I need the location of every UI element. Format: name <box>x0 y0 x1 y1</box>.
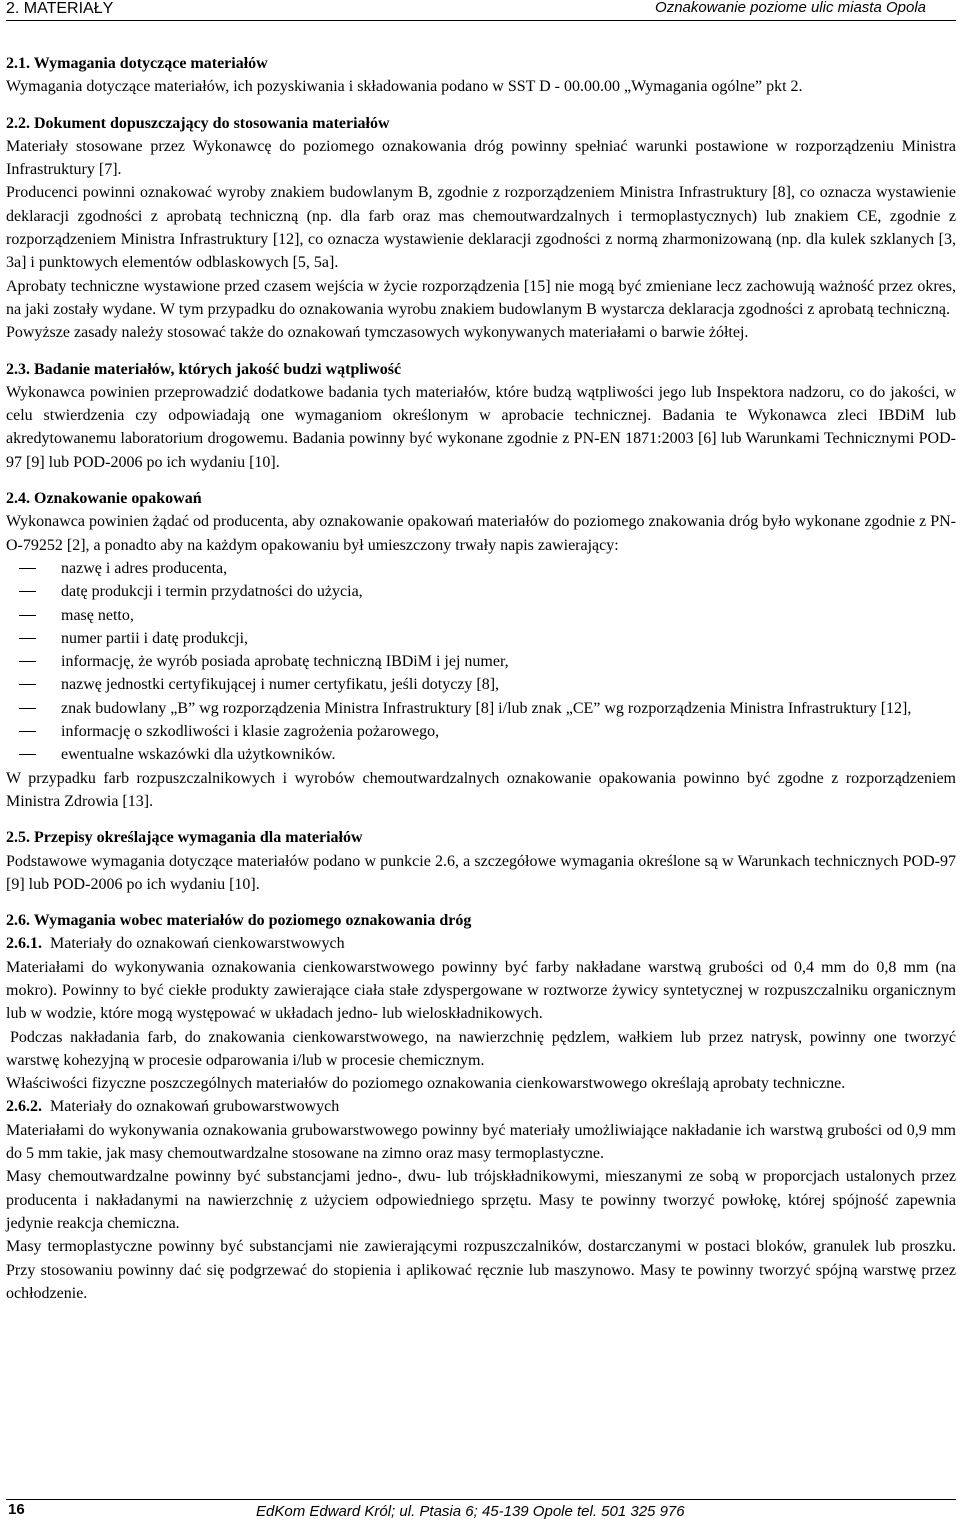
paragraph-2-6-2-a: Materiałami do wykonywania oznakowania grubowarstwowego powinny być materiały umożliwiające nakładanie ich warstwą grubości od 0,9 mm do 5 mm takie, jak masy chemoutwardzalne stosowane na zimno oraz masy termoplastyczne. <box>6 1121 956 1163</box>
subheading-number: 2.6.1. <box>6 935 42 953</box>
paragraph-2-2-d: Powyższe zasady należy stosować także do oznakowań tymczasowych wykonywanych materiałami o barwie żółtej. <box>6 324 749 342</box>
heading-2-4: 2.4. Oznakowanie opakowań <box>6 490 202 508</box>
list-item: informację, że wyrób posiada aprobatę techniczną IBDiM i jej numer, <box>61 650 956 673</box>
footer-divider <box>6 1499 956 1500</box>
list-item: masę netto, <box>61 604 956 627</box>
label-items-list <box>6 557 956 767</box>
heading-2-5: 2.5. Przepisy określające wymagania dla materiałów <box>6 829 363 847</box>
subheading-title: Materiały do oznakowań cienkowarstwowych <box>50 935 345 953</box>
heading-2-3: 2.3. Badanie materiałów, których jakość budzi wątpliwość <box>6 360 402 378</box>
paragraph-2-4-outro: W przypadku farb rozpuszczalnikowych i wyrobów chemoutwardzalnych oznakowanie opakowania powinno być zgodne z rozporządzeniem Ministra Zdrowia [13]. <box>6 769 956 810</box>
subheading-number: 2.6.2. <box>6 1098 42 1116</box>
subheading-2-6-2 <box>6 1095 956 1118</box>
list-item: nazwę jednostki certyfikującej i numer certyfikatu, jeśli dotyczy [8], <box>61 673 956 696</box>
paragraph-2-6-2-c: Masy termoplastyczne powinny być substancjami nie zawierającymi rozpuszczalników, dostarczanymi w postaci bloków, granulek lub proszku. Przy stosowaniu powinny dać się podgrzewać do stopienia i aplikować ręcznie lub maszynowo. Masy te powinny tworzyć spójną warstwę przez ochłodzenie. <box>6 1238 956 1302</box>
paragraph-2-6-2-b: Masy chemoutwardzalne powinny być substancjami jedno-, dwu- lub trójskładnikowymi, mieszanymi ze sobą w proporcjach ustalonych przez producenta i nakładanymi na nawierzchnię z użyciem odpowiedniego sprzętu. Masy te powinny tworzyć powłokę, której spójność zapewnia jedynie reakcja chemiczna. <box>6 1168 956 1232</box>
paragraph-2-6-1-b: Podczas nakładania farb, do znakowania cienkowarstwowego, na nawierzchnię pędzlem, wałkiem lub przez natrysk, powinny one tworzyć warstwę kohezyjną w procesie odparowania i/lub w procesie chemicznym. <box>6 1028 956 1069</box>
paragraph-2-2-b: Producenci powinni oznakować wyroby znakiem budowlanym B, zgodnie z rozporządzeniem Ministra Infrastruktury [8], co oznacza wystawienie deklaracji zgodności z aprobatą techniczną (np. dla farb oraz mas chemoutwardzalnych i termoplastycznych) lub znakiem CE, zgodnie z rozporządzeniem Ministra Infrastruktury [12], co oznacza wystawienie deklaracji zgodności z normą zharmonizowaną (np. dla kulek szklanych [3, 3a] i punktowych elementów odblaskowych [5, 5a]. <box>6 184 956 272</box>
list-item: informację o szkodliwości i klasie zagrożenia pożarowego, <box>61 720 956 743</box>
heading-2-6: 2.6. Wymagania wobec materiałów do poziomego oznakowania dróg <box>6 912 472 930</box>
heading-2-1: 2.1. Wymagania dotyczące materiałów <box>6 55 268 72</box>
document-body <box>6 52 956 1305</box>
list-item: znak budowlany „B” wg rozporządzenia Ministra Infrastruktury [8] i/lub znak „CE” wg rozporządzenia Ministra Infrastruktury [12], <box>61 697 956 720</box>
list-item: ewentualne wskazówki dla użytkowników. <box>61 743 956 766</box>
paragraph-2-1: Wymagania dotyczące materiałów, ich pozyskiwania i składowania podano w SST D - 00.00.00 „Wymagania ogólne” pkt 2. <box>6 78 803 96</box>
subheading-title: Materiały do oznakowań grubowarstwowych <box>50 1098 340 1116</box>
heading-2-2: 2.2. Dokument dopuszczający do stosowania materiałów <box>6 114 390 132</box>
paragraph-2-6-1-a: Materiałami do wykonywania oznakowania cienkowarstwowego powinny być farby nakładane warstwą grubości od 0,4 mm do 0,8 mm (na mokro). Powinny to być ciekłe produkty zawierające ciała stałe zdyspergowane w roztworze żywicy syntetycznej w rozpuszczalniku organicznym lub w wodzie, które mogą występować w układach jedno- lub wieloskładnikowych. <box>6 958 956 1023</box>
list-item: numer partii i datę produkcji, <box>61 627 956 650</box>
header-section: 2. MATERIAŁY <box>6 0 114 17</box>
paragraph-2-3: Wykonawca powinien przeprowadzić dodatkowe badania tych materiałów, które budzą wątpliwości jego lub Inspektora nadzoru, co do jakości, w celu stwierdzenia czy odpowiadają one wymaganiom określonym w aprobacie technicznej. Badania te Wykonawca zleci IBDiM lub akredytowanemu laboratorium drogowemu. Badania powinny być wykonane zgodnie z PN-EN 1871:2003 [6] lub Warunkami Technicznymi POD-97 [9] lub POD-2006 po ich wydaniu [10]. <box>6 383 956 471</box>
list-item: nazwę i adres producenta, <box>61 557 956 580</box>
header-title: Oznakowanie poziome ulic miasta Opola <box>655 0 926 16</box>
page-header <box>6 0 956 21</box>
paragraph-2-4-intro: Wykonawca powinien żądać od producenta, aby oznakowanie opakowań materiałów do poziomego znakowania dróg było wykonane zgodnie z PN-O-79252 [2], a ponadto aby na każdym opakowaniu był umieszczony trwały napis zawierający: <box>6 513 956 554</box>
list-item: datę produkcji i termin przydatności do użycia, <box>61 580 956 603</box>
subheading-2-6-1 <box>6 932 956 955</box>
paragraph-2-2-a: Materiały stosowane przez Wykonawcę do poziomego oznakowania dróg powinny spełniać warunki postawione w rozporządzeniu Ministra Infrastruktury [7]. <box>6 137 956 179</box>
paragraph-2-6-1-c: Właściwości fizyczne poszczególnych materiałów do poziomego oznakowania cienkowarstwowego określają aprobaty techniczne. <box>6 1075 846 1093</box>
paragraph-2-2-c: Aprobaty techniczne wystawione przed czasem wejścia w życie rozporządzenia [15] nie mogą być zmieniane lecz zachowują ważność przez okres, na jaki zostały wydane. W tym przypadku do oznakowania wyrobu znakiem budowlanym B wystarcza deklaracja zgodności z aprobatą techniczną. <box>6 277 956 318</box>
footer-text: EdKom Edward Król; ul. Ptasia 6; 45-139 Opole tel. 501 325 976 <box>256 1503 685 1520</box>
paragraph-2-5: Podstawowe wymagania dotyczące materiałów podano w punkcie 2.6, a szczegółowe wymagania określone są w Warunkach technicznych POD-97 [9] lub POD-2006 po ich wydaniu [10]. <box>6 852 956 893</box>
page-number: 16 <box>8 1501 25 1518</box>
